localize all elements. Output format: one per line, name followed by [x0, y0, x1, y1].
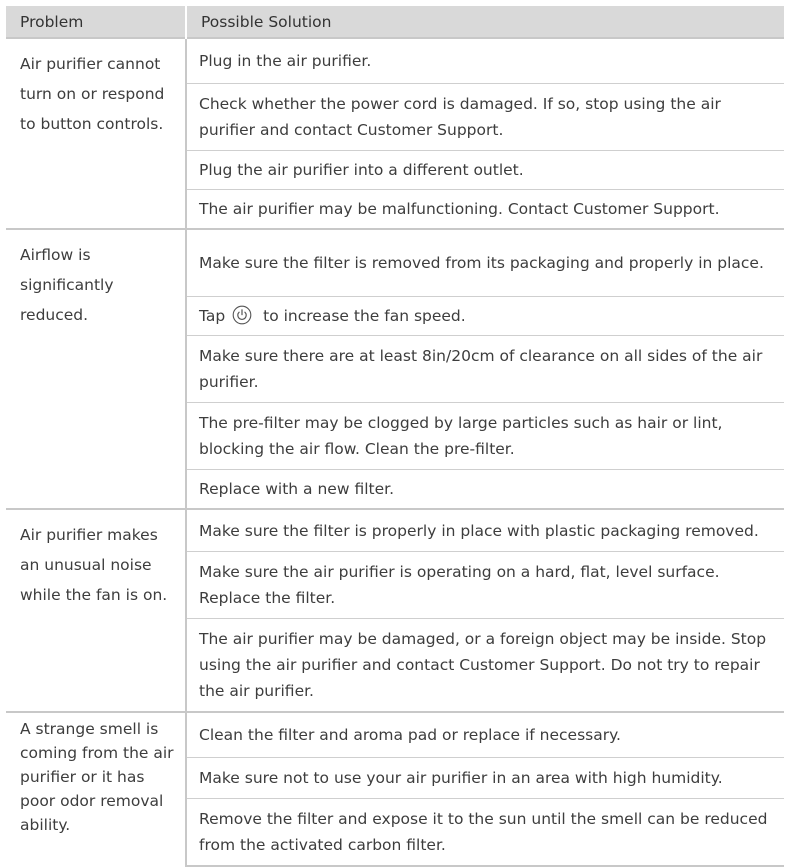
solution-cell: Make sure there are at least 8in/20cm of clearance on all sides of the air purifier. [186, 336, 784, 403]
problem-cell: Air purifier cannot turn on or respond to button controls. [6, 38, 186, 229]
solution-cell-tap [186, 297, 784, 336]
solution-cell: Clean the filter and aroma pad or replace if necessary. [186, 712, 784, 758]
solution-cell: The air purifier may be malfunctioning. Contact Customer Support. [186, 190, 784, 230]
header-row [6, 6, 784, 38]
table-header [6, 6, 784, 38]
tap-text-suffix: to increase the fan speed. [263, 307, 466, 325]
solution-cell: Plug the air purifier into a different outlet. [186, 151, 784, 190]
solution-cell: Make sure the filter is properly in place with plastic packaging removed. [186, 509, 784, 552]
solution-cell: The pre-filter may be clogged by large particles such as hair or lint, blocking the air flow. Clean the pre-filter. [186, 403, 784, 470]
table-body [6, 38, 784, 866]
solution-cell: Remove the filter and expose it to the sun until the smell can be reduced from the activated carbon filter. [186, 799, 784, 867]
solution-cell: Make sure the air purifier is operating on a hard, flat, level surface. Replace the filter. [186, 552, 784, 619]
tap-text: Tap [199, 307, 226, 325]
troubleshooting-table [6, 6, 784, 867]
solution-cell: Plug in the air purifier. [186, 38, 784, 84]
solution-cell: Make sure not to use your air purifier in an area with high humidity. [186, 758, 784, 799]
solution-cell: Make sure the filter is removed from its packaging and properly in place. [186, 229, 784, 297]
table-row [6, 509, 784, 552]
solution-cell: Check whether the power cord is damaged. If so, stop using the air purifier and contact Customer Support. [186, 84, 784, 151]
troubleshooting-table-container [6, 6, 784, 867]
table-row [6, 38, 784, 84]
header-possible-solution: Possible Solution [186, 6, 784, 38]
header-problem: Problem [6, 6, 186, 38]
table-row [6, 712, 784, 758]
problem-cell: Air purifier makes an unusual noise while the fan is on. [6, 509, 186, 712]
problem-cell: A strange smell is coming from the air purifier or it has poor odor removal ability. [6, 712, 186, 866]
solution-cell: The air purifier may be damaged, or a foreign object may be inside. Stop using the air purifier and contact Customer Support. Do not try to repair the air purifier. [186, 619, 784, 713]
solution-cell: Replace with a new filter. [186, 470, 784, 510]
power-icon [232, 305, 252, 325]
problem-cell: Airflow is significantly reduced. [6, 229, 186, 509]
table-row [6, 229, 784, 297]
